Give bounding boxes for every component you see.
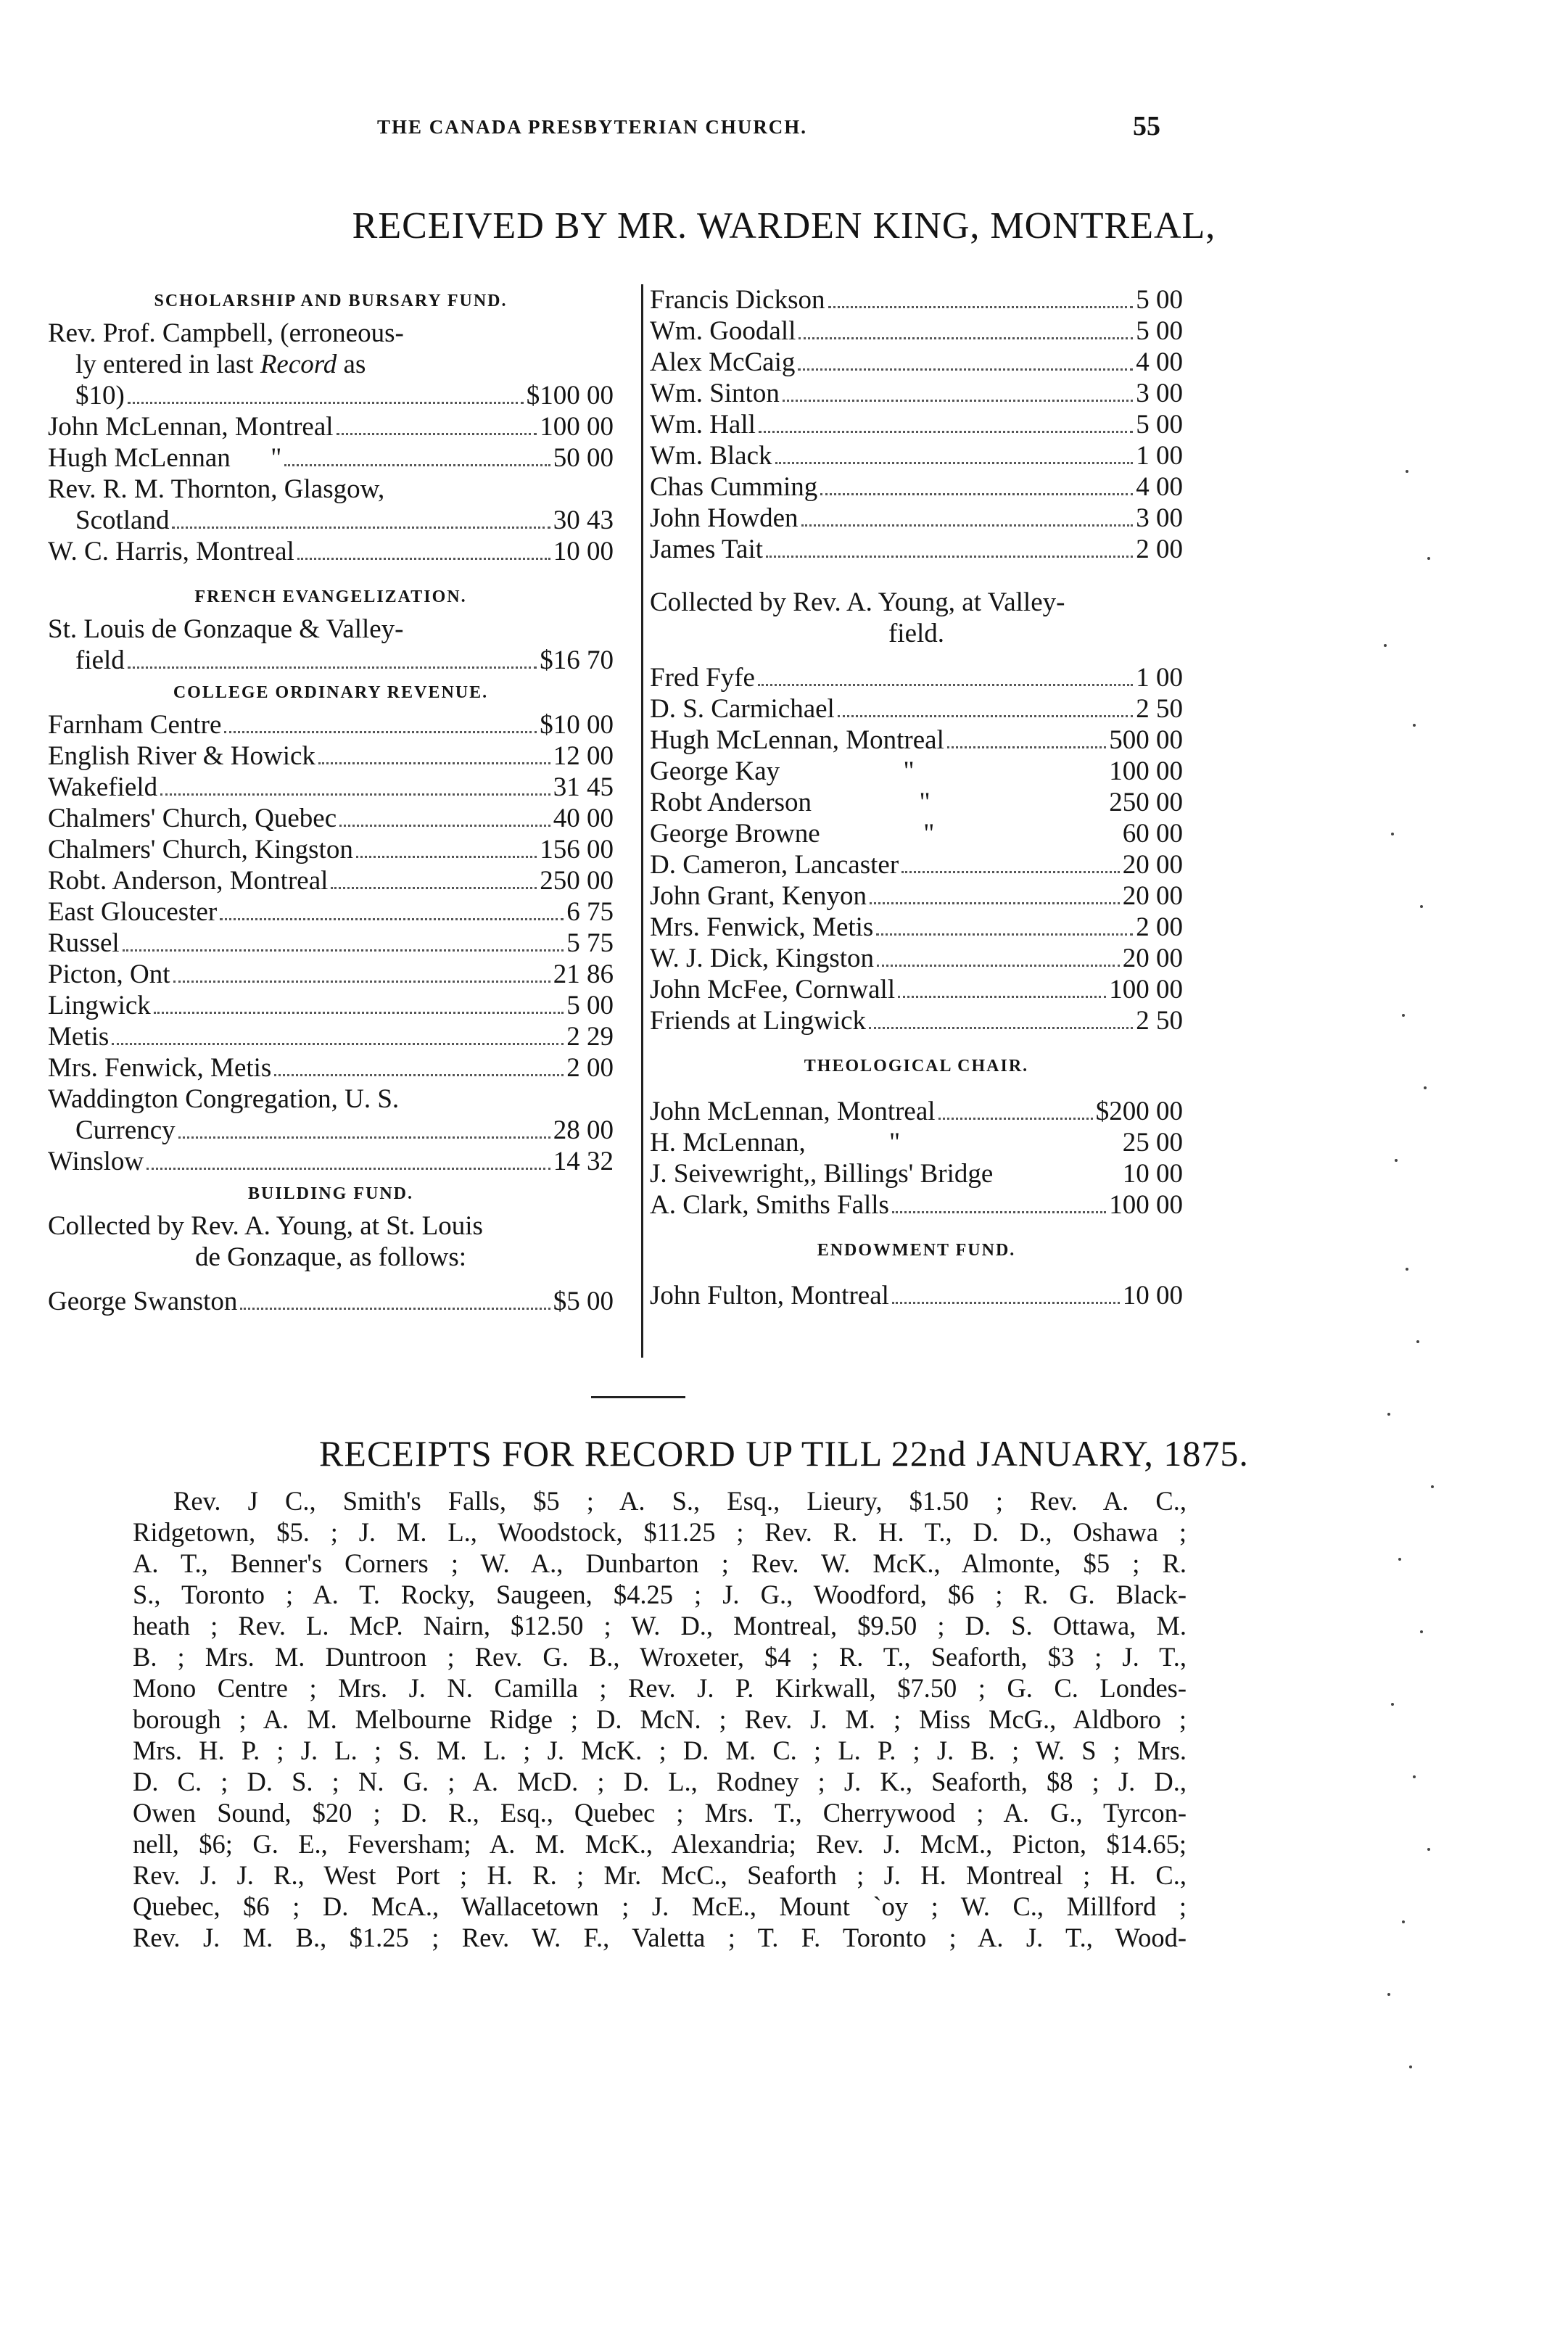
receipts-line: borough ; A. M. Melbourne Ridge ; D. McN. ; Rev. J. M. ; Miss McG., Aldboro ;	[133, 1704, 1187, 1734]
entry-name: Russel	[48, 928, 120, 958]
entry-name: H. McLennan,	[650, 1128, 806, 1157]
ledger-entry	[650, 1158, 1183, 1189]
entry-amount: $5 00	[553, 1287, 614, 1316]
entry-amount: 500 00	[1109, 725, 1183, 755]
ledger-entry	[48, 928, 614, 959]
entry-amount: 10 00	[1122, 1159, 1183, 1189]
dot-leader	[297, 539, 550, 560]
receipts-line: Rev. J. M. B., $1.25 ; Rev. W. F., Valetta ; T. F. Toronto ; A. J. T., Wood-	[133, 1923, 1187, 1952]
entry-name: John McLennan, Montreal	[48, 412, 334, 442]
entry-amount: 5 00	[1136, 410, 1183, 439]
ledger-entry	[650, 725, 1183, 756]
dot-leader	[759, 412, 1133, 433]
ledger-entry	[650, 974, 1183, 1005]
ledger-entry	[650, 1189, 1183, 1221]
entry-amount: 20 00	[1122, 881, 1183, 911]
entry-name: Wm. Sinton	[650, 379, 780, 408]
entry-name: John Fulton, Montreal	[650, 1281, 889, 1311]
ledger-entry	[650, 1280, 1183, 1311]
dot-leader	[128, 648, 537, 669]
entry-name: George Swanston	[48, 1287, 238, 1316]
ledger-entry	[650, 818, 1183, 849]
entry-name: D. S. Carmichael	[650, 694, 835, 724]
running-title: THE CANADA PRESBYTERIAN CHURCH.	[377, 116, 808, 138]
entry-amount: 5 75	[566, 928, 614, 958]
ledger-entry	[48, 959, 614, 990]
entry-amount: 14 32	[553, 1147, 614, 1176]
entry-name: Lingwick	[48, 991, 151, 1020]
heading-french-evangelization: FRENCH EVANGELIZATION.	[194, 587, 467, 606]
entry-name: D. Cameron, Lancaster	[650, 850, 899, 880]
entry-amount: 4 00	[1136, 347, 1183, 377]
dot-leader	[160, 775, 550, 796]
dot-leader	[876, 915, 1133, 936]
entry-amount: 60 00	[1122, 819, 1183, 849]
receipts-line: A. T., Benner's Corners ; W. A., Dunbarton ; Rev. W. McK., Almonte, $5 ; R.	[133, 1548, 1187, 1578]
entry-name: Robt Anderson	[650, 788, 812, 817]
dot-leader	[356, 837, 537, 858]
entry-name: W. C. Harris, Montreal	[48, 537, 294, 566]
entry-amount: 100 00	[1109, 975, 1183, 1004]
entry-amount: 2 00	[1136, 912, 1183, 942]
entry-name: John Grant, Kenyon	[650, 881, 867, 911]
entry-name: George Kay	[650, 756, 780, 786]
spacer	[996, 1163, 1119, 1182]
ledger-entry	[48, 411, 614, 442]
ledger-entry	[650, 284, 1183, 315]
entry-name: Fred Fyfe	[650, 663, 755, 693]
ledger-entry	[650, 378, 1183, 409]
campbell-line3	[48, 380, 614, 411]
ledger-entry	[48, 709, 614, 740]
dot-leader	[128, 383, 524, 404]
entry-amount: 10 00	[553, 537, 614, 566]
entry-name: John McLennan, Montreal	[650, 1097, 936, 1126]
entry-amount: 25 00	[1122, 1128, 1183, 1157]
entry-amount: 31 45	[553, 772, 614, 802]
ledger-entry	[650, 693, 1183, 725]
ledger-entry	[48, 990, 614, 1021]
dot-leader	[892, 1192, 1106, 1213]
entry-name: John McFee, Cornwall	[650, 975, 896, 1004]
left-column	[48, 284, 614, 1317]
ledger-entry	[650, 315, 1183, 347]
entry-name: Mrs. Fenwick, Metis	[650, 912, 874, 942]
dot-leader	[240, 1289, 550, 1310]
entry-amount: 100 00	[1109, 1190, 1183, 1220]
entry-amount: 28 00	[553, 1115, 614, 1145]
entry-name: John Howden	[650, 503, 799, 533]
entry-name: Wm. Black	[650, 441, 772, 471]
entry-name: $10)	[75, 381, 125, 410]
campbell-record-italic: Record	[260, 350, 337, 379]
entry-name: Chas Cumming	[650, 472, 818, 502]
dot-leader	[877, 946, 1120, 967]
entry-name: Wm. Goodall	[650, 316, 796, 346]
dot-leader	[172, 508, 550, 529]
entry-amount: $200 00	[1095, 1097, 1183, 1126]
entry-amount: $100 00	[526, 381, 614, 410]
entry-name: Francis Dickson	[650, 285, 825, 315]
entry-name: Metis	[48, 1022, 110, 1052]
college-entries	[48, 709, 614, 1084]
ledger-entry	[650, 849, 1183, 880]
ledger-entry	[650, 1005, 1183, 1036]
heading-scholarship-fund: SCHOLARSHIP AND BURSARY FUND.	[154, 292, 508, 310]
dot-leader	[284, 445, 550, 466]
ditto-mark: "	[889, 1128, 901, 1157]
dot-leader	[799, 318, 1133, 339]
dot-leader	[337, 414, 537, 435]
ditto-mark: "	[923, 819, 935, 849]
entry-amount: 2 29	[566, 1022, 614, 1052]
campbell-line2-tail: as	[337, 350, 366, 379]
entry-name: East Gloucester	[48, 897, 218, 927]
dot-leader	[947, 727, 1106, 748]
ledger-entry	[650, 943, 1183, 974]
entry-amount: 5 00	[1136, 285, 1183, 315]
waddington-line2	[48, 1115, 614, 1146]
entry-amount: 2 50	[1136, 694, 1183, 724]
entry-amount: 40 00	[553, 804, 614, 833]
ledger-entry	[48, 896, 614, 928]
dot-leader	[892, 1283, 1120, 1304]
ledger-entry	[650, 912, 1183, 943]
receipts-line: heath ; Rev. L. McP. Nairn, $12.50 ; W. D., Montreal, $9.50 ; D. S. Ottawa, M.	[133, 1611, 1187, 1640]
entry-name: A. Clark, Smiths Falls	[650, 1190, 889, 1220]
column-divider	[641, 284, 643, 1358]
entry-amount: 2 50	[1136, 1006, 1183, 1036]
entry-amount: 30 43	[553, 505, 614, 535]
building-line2: de Gonzaque, as follows:	[194, 1242, 466, 1272]
receipts-line: Mrs. H. P. ; J. L. ; S. M. L. ; J. McK. ; D. M. C. ; L. P. ; J. B. ; W. S ; Mrs.	[133, 1736, 1187, 1765]
ledger-entry	[650, 471, 1183, 503]
entry-name: Hugh McLennan "	[48, 443, 282, 473]
ledger-entry	[650, 409, 1183, 440]
ledger-entry	[48, 772, 614, 803]
dot-leader	[339, 806, 550, 827]
entry-name: Mrs. Fenwick, Metis	[48, 1053, 272, 1083]
entry-amount: 6 75	[566, 897, 614, 927]
dot-leader	[112, 1024, 564, 1045]
entry-name: Wakefield	[48, 772, 158, 802]
dot-leader	[274, 1055, 564, 1076]
ledger-entry	[650, 880, 1183, 912]
ledger-entry	[650, 1096, 1183, 1127]
receipts-paragraph	[133, 1485, 1187, 1953]
entry-amount: 10 00	[1122, 1281, 1183, 1311]
entry-amount: 2 00	[1136, 535, 1183, 564]
thornton-line1: Rev. R. M. Thornton, Glasgow,	[48, 474, 385, 504]
valleyfield-entries	[650, 662, 1183, 756]
dot-leader	[147, 1149, 550, 1170]
ledger-entry	[48, 536, 614, 567]
dot-leader	[224, 712, 537, 733]
entry-amount: 100 00	[540, 412, 614, 442]
entry-name: Friends at Lingwick	[650, 1006, 867, 1036]
entry-amount: 250 00	[540, 866, 614, 896]
entry-name: Robt. Anderson, Montreal	[48, 866, 329, 896]
french-line1: St. Louis de Gonzaque & Valley-	[48, 614, 404, 644]
ledger-entry	[48, 1286, 614, 1317]
dot-leader	[870, 883, 1120, 904]
ledger-entry	[650, 756, 1183, 787]
entry-amount: 5 00	[566, 991, 614, 1020]
entry-amount: 5 00	[1136, 316, 1183, 346]
entry-name: Alex McCaig	[650, 347, 796, 377]
right-top-entries	[650, 284, 1183, 565]
ledger-entry	[48, 1146, 614, 1177]
dot-leader	[123, 930, 564, 952]
ledger-entry	[48, 1052, 614, 1084]
dot-leader	[154, 993, 564, 1014]
section-title-warden-king: RECEIVED BY MR. WARDEN KING, MONTREAL,	[352, 205, 1216, 247]
valleyfield-line2: field.	[888, 619, 945, 648]
entry-amount: 4 00	[1136, 472, 1183, 502]
receipts-line: nell, $6; G. E., Feversham; A. M. McK., Alexandria; Rev. J. McM., Picton, $14.65;	[133, 1829, 1187, 1859]
ledger-entry	[650, 1127, 1183, 1158]
dot-leader	[775, 443, 1134, 464]
entry-amount: 12 00	[553, 741, 614, 771]
thornton-line2	[48, 505, 614, 536]
ledger-entry	[48, 442, 614, 474]
ledger-entry	[650, 662, 1183, 693]
dot-leader	[173, 962, 550, 983]
right-column	[650, 284, 1183, 1311]
receipts-line: D. C. ; D. S. ; N. G. ; A. McD. ; D. L., Rodney ; J. K., Seaforth, $8 ; J. D.,	[133, 1767, 1187, 1796]
entry-amount: 20 00	[1122, 850, 1183, 880]
receipts-line: Ridgetown, $5. ; J. M. L., Woodstock, $11.25 ; Rev. R. H. T., D. D., Oshawa ;	[133, 1517, 1187, 1547]
dot-leader	[220, 899, 564, 920]
entry-name: Farnham Centre	[48, 710, 222, 740]
dot-leader	[318, 743, 550, 764]
section-title-receipts: RECEIPTS FOR RECORD UP TILL 22nd JANUARY, 1875.	[319, 1433, 1249, 1474]
entry-amount: $10 00	[540, 710, 614, 740]
dot-leader	[801, 505, 1134, 527]
entry-amount: 3 00	[1136, 503, 1183, 533]
dot-leader	[869, 1008, 1133, 1029]
entry-amount: 100 00	[1109, 756, 1183, 786]
entry-amount: 2 00	[566, 1053, 614, 1083]
heading-building-fund: BUILDING FUND.	[247, 1184, 413, 1203]
ledger-entry	[650, 534, 1183, 565]
dot-leader	[758, 665, 1133, 686]
dot-leader	[901, 852, 1120, 873]
entry-amount: 20 00	[1122, 944, 1183, 973]
campbell-line2	[48, 349, 614, 380]
waddington-line1: Waddington Congregation, U. S.	[48, 1084, 400, 1114]
entry-amount: 1 00	[1136, 441, 1183, 471]
ledger-entry	[48, 740, 614, 772]
dot-leader	[828, 287, 1134, 308]
dot-leader	[820, 474, 1133, 495]
ditto-mark: "	[919, 788, 931, 817]
entry-amount: $16 70	[540, 645, 614, 675]
ledger-entry	[650, 503, 1183, 534]
valleyfield-line1: Collected by Rev. A. Young, at Valley-	[650, 587, 1065, 617]
ditto-entries	[650, 756, 1183, 849]
heading-college-revenue: COLLEGE ORDINARY REVENUE.	[173, 683, 489, 702]
ledger-entry	[650, 787, 1183, 818]
ledger-entry	[650, 440, 1183, 471]
running-header	[0, 110, 1568, 154]
dot-leader	[178, 1118, 550, 1139]
ditto-mark: "	[903, 756, 915, 786]
receipts-line: Owen Sound, $20 ; D. R., Esq., Quebec ; Mrs. T., Cherrywood ; A. G., Tyrcon-	[133, 1798, 1187, 1828]
dot-leader	[798, 350, 1133, 371]
heading-theological-chair: THEOLOGICAL CHAIR.	[804, 1057, 1029, 1076]
building-line1: Collected by Rev. A. Young, at St. Louis	[48, 1211, 483, 1241]
receipts-line: Quebec, $6 ; D. McA., Wallacetown ; J. McE., Mount `oy ; W. C., Millford ;	[133, 1891, 1187, 1921]
entry-name: Hugh McLennan, Montreal	[650, 725, 944, 755]
entry-amount: 3 00	[1136, 379, 1183, 408]
entry-amount: 21 86	[553, 959, 614, 989]
entry-name: Chalmers' Church, Quebec	[48, 804, 337, 833]
entry-name: Winslow	[48, 1147, 144, 1176]
receipts-line: Mono Centre ; Mrs. J. N. Camilla ; Rev. J. P. Kirkwall, $7.50 ; G. C. Londes-	[133, 1673, 1187, 1703]
entry-name: Chalmers' Church, Kingston	[48, 835, 353, 864]
receipts-line: Rev. J C., Smith's Falls, $5 ; A. S., Esq., Lieury, $1.50 ; Rev. A. C.,	[173, 1486, 1187, 1516]
entry-name: J. Seivewright,, Billings' Bridge	[650, 1159, 994, 1189]
dot-leader	[766, 537, 1133, 558]
ledger-entry	[48, 834, 614, 865]
ledger-entry	[48, 865, 614, 896]
page-number: 55	[1133, 111, 1160, 141]
french-line2	[48, 645, 614, 676]
dot-leader	[783, 381, 1133, 402]
scan-specks	[1363, 254, 1472, 2212]
entry-name: George Browne	[650, 819, 820, 849]
dot-leader	[331, 868, 537, 889]
entry-amount: 250 00	[1109, 788, 1183, 817]
entry-name: Wm. Hall	[650, 410, 756, 439]
section-rule	[591, 1396, 685, 1398]
ledger-entry	[48, 1021, 614, 1052]
entry-name: Picton, Ont	[48, 959, 170, 989]
valleyfield-entries-2	[650, 849, 1183, 1036]
entry-name: field	[75, 645, 125, 675]
entry-name: James Tait	[650, 535, 764, 564]
heading-endowment-fund: ENDOWMENT FUND.	[817, 1241, 1016, 1260]
entry-name: English River & Howick	[48, 741, 315, 771]
entry-name: Currency	[75, 1115, 176, 1145]
receipts-line: B. ; Mrs. M. Duntroon ; Rev. G. B., Wroxeter, $4 ; R. T., Seaforth, $3 ; J. T.,	[133, 1642, 1187, 1672]
receipts-line: Rev. J. J. R., West Port ; H. R. ; Mr. McC., Seaforth ; J. H. Montreal ; H. C.,	[133, 1860, 1187, 1890]
ledger-entry	[650, 347, 1183, 378]
entry-name: W. J. Dick, Kingston	[650, 944, 875, 973]
entry-amount: 1 00	[1136, 663, 1183, 693]
ledger-entry	[48, 803, 614, 834]
dot-leader	[838, 696, 1133, 717]
entry-amount: 50 00	[553, 443, 614, 473]
campbell-line2-text: ly entered in last	[75, 350, 260, 379]
campbell-line1: Rev. Prof. Campbell, (erroneous-	[48, 318, 404, 348]
entry-name: Scotland	[75, 505, 170, 535]
receipts-line: S., Toronto ; A. T. Rocky, Saugeen, $4.25 ; J. G., Woodford, $6 ; R. G. Black-	[133, 1580, 1187, 1609]
entry-amount: 156 00	[540, 835, 614, 864]
dot-leader	[938, 1099, 1093, 1120]
dot-leader	[898, 977, 1106, 998]
